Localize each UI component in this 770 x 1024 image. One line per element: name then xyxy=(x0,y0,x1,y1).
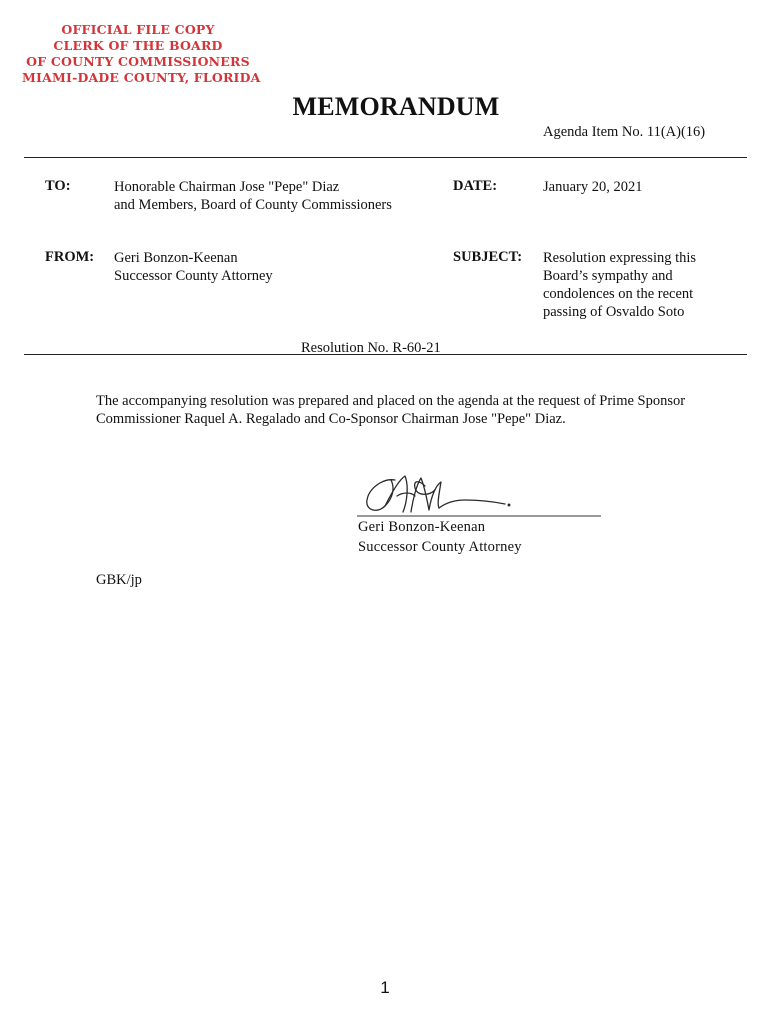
from-label: FROM: xyxy=(45,249,95,265)
to-line-1: Honorable Chairman Jose "Pepe" Diaz xyxy=(114,179,340,195)
resolution-number: Resolution No. R-60-21 xyxy=(301,340,441,356)
to-line-2: and Members, Board of County Commissioners xyxy=(114,197,392,213)
official-file-copy-stamp xyxy=(22,22,261,86)
body-line-2: Commissioner Raquel A. Regalado and Co-Sponsor Chairman Jose "Pepe" Diaz. xyxy=(96,411,566,427)
subject-text xyxy=(543,249,696,321)
memo-body-paragraph xyxy=(96,392,726,428)
from-line-1: Geri Bonzon-Keenan xyxy=(114,250,238,266)
page-number: 1 xyxy=(380,978,390,997)
header-bottom-rule xyxy=(24,354,747,355)
memo-title: MEMORANDUM xyxy=(292,92,500,121)
signer-title: Successor County Attorney xyxy=(358,539,522,555)
date-value: January 20, 2021 xyxy=(543,179,643,195)
stamp-line-1: OFFICIAL FILE COPY xyxy=(61,22,215,37)
date-label: DATE: xyxy=(453,178,498,194)
subject-line-3: condolences on the recent xyxy=(543,286,694,302)
from-sender xyxy=(114,249,273,285)
header-top-rule xyxy=(24,157,747,158)
subject-line-2: Board’s sympathy and xyxy=(543,268,673,284)
to-recipients xyxy=(114,178,392,214)
stamp-line-3: OF COUNTY COMMISSIONERS xyxy=(26,54,250,69)
signer-name: Geri Bonzon-Keenan xyxy=(358,519,486,535)
reference-initials: GBK/jp xyxy=(96,572,142,588)
subject-line-1: Resolution expressing this xyxy=(543,250,697,266)
handwritten-signature xyxy=(355,466,605,522)
signature-block xyxy=(358,517,522,557)
stamp-line-4: MIAMI-DADE COUNTY, FLORIDA xyxy=(22,70,261,85)
subject-line-4: passing of Osvaldo Soto xyxy=(543,304,685,320)
stamp-line-2: CLERK OF THE BOARD xyxy=(53,38,223,53)
subject-label: SUBJECT: xyxy=(453,249,523,265)
agenda-item-number: Agenda Item No. 11(A)(16) xyxy=(543,124,706,140)
body-line-1: The accompanying resolution was prepared and placed on the agenda at the request of Prime Sponsor xyxy=(96,393,686,409)
to-label: TO: xyxy=(45,178,71,194)
from-line-2: Successor County Attorney xyxy=(114,268,273,284)
